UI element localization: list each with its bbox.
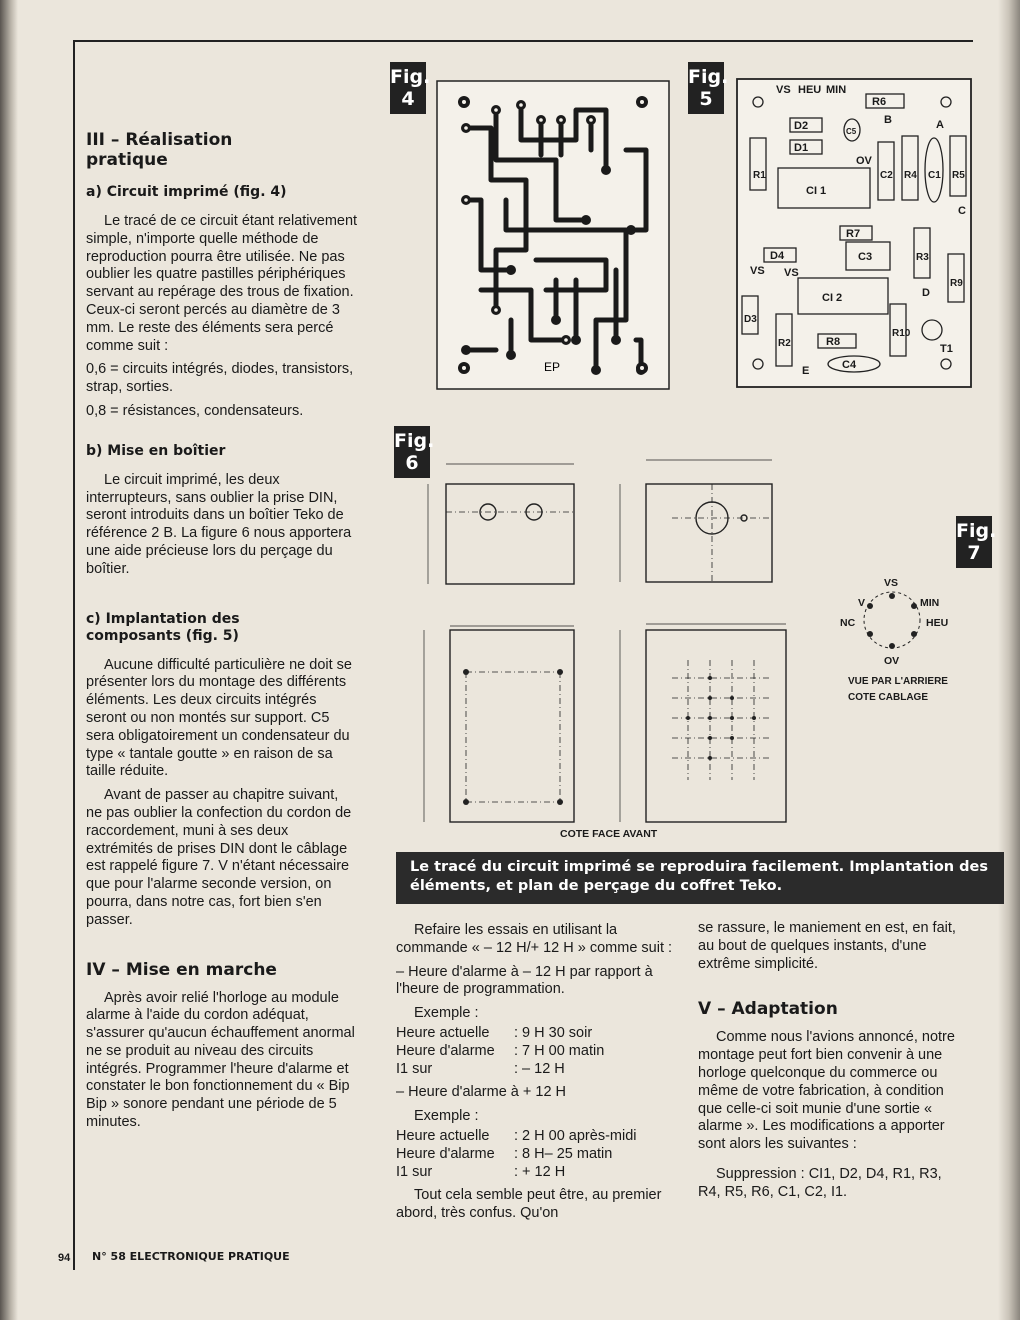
fig5-label-r10: R10 bbox=[892, 328, 911, 339]
heading-realisation: III – Réalisation pratique bbox=[86, 130, 233, 170]
paragraph-rassure: se rassure, le maniement en est, en fait, au bout de quelques instants, d'une extrême simplicité. bbox=[698, 920, 956, 972]
fig7-view-label-1: VUE PAR L'ARRIERE bbox=[848, 676, 948, 687]
fig5-label-heu: HEU bbox=[798, 84, 822, 96]
fig5-label-c4: C4 bbox=[842, 359, 857, 371]
fig5-label-ci1: CI 1 bbox=[806, 185, 827, 197]
fig5-label-c: C bbox=[958, 205, 966, 217]
fig5-label-r4: R4 bbox=[904, 170, 917, 181]
top-rule bbox=[73, 40, 973, 42]
fig7-label-v: V bbox=[858, 597, 866, 609]
example-2-row-2: Heure d'alarme : 8 H– 25 matin bbox=[396, 1145, 613, 1162]
fig5-component-layout bbox=[736, 78, 972, 388]
column-3 bbox=[698, 920, 960, 1208]
left-column-rule bbox=[73, 40, 75, 1270]
fig6-face-label: COTE FACE AVANT bbox=[560, 828, 658, 840]
fig7-label-ov: OV bbox=[884, 655, 900, 667]
page-number: 94 bbox=[58, 1252, 71, 1264]
paragraph-drill-08: 0,8 = résistances, condensateurs. bbox=[86, 402, 304, 419]
fig5-label-r8: R8 bbox=[826, 336, 841, 348]
example-1-row-3: I1 sur : – 12 H bbox=[396, 1060, 565, 1077]
fig7-label-vs: VS bbox=[884, 577, 899, 589]
fig5-label-r7: R7 bbox=[846, 228, 861, 240]
fig5-label-d1: D1 bbox=[794, 142, 809, 154]
fig5-label-r2: R2 bbox=[778, 338, 791, 349]
paragraph-boitier: Le circuit imprimé, les deux interrupteurs, sans oublier la prise DIN, seront introduits dans un boîtier Teko de référence 2 B. La figure 6 nous apportera une aide précieuse lors du perçage du boîtier. bbox=[86, 471, 352, 577]
fig7-label-heu: HEU bbox=[926, 617, 949, 629]
fig5-label-t1: T1 bbox=[940, 343, 953, 355]
magazine-footer: N° 58 ELECTRONIQUE PRATIQUE bbox=[92, 1250, 290, 1263]
fig5-label-vs-right: VS bbox=[784, 267, 799, 279]
example-label-2: Exemple : bbox=[414, 1108, 479, 1125]
paragraph-implantation: Aucune difficulté particulière ne doit se présenter lors du montage des différents éléments. Les deux circuits intégrés seront ou non montés sur support. C5 sera obligatoirement un condensateur du type « tantale goutte » en raison de sa taille réduite. bbox=[86, 656, 352, 780]
fig5-label-d: D bbox=[922, 287, 930, 299]
fig5-label-r3: R3 bbox=[916, 252, 929, 263]
paragraph-adaptation: Comme nous l'avions annoncé, notre montage peut fort bien convenir à une horloge quelconque du commerce ou même de votre fabrication, à condition que celle-ci soit munie d'une sortie « alarme ». Les modifications a apporter sont alors les suivantes : bbox=[698, 1029, 955, 1153]
heading-circuit-imprime: a) Circuit imprimé (fig. 4) bbox=[86, 184, 287, 200]
fig5-label-vs-left: VS bbox=[750, 265, 765, 277]
paragraph-mise-en-marche: Après avoir relié l'horloge au module alarme à l'aide du cordon adéquat, s'assurer qu'aucun échauffement anormal ne se produit au niveau des circuits intégrés. Programmer l'heure d'alarme et constater le bon fonctionnement du « Bip Bip » sonore pendant une période de 5 minutes. bbox=[86, 989, 355, 1131]
fig5-tag: Fig. 5 bbox=[688, 62, 724, 114]
paragraph-cordon: Avant de passer au chapitre suivant, ne pas oublier la confection du cordon de raccordement, muni à ses deux extrémités de prises DIN dont le câblage est rappelé figure 7. V n'étant nécessaire que pour l'alarme seconde version, on pourra, dans notre cas, fort bien s'en passer. bbox=[86, 787, 352, 928]
fig7-label-min: MIN bbox=[920, 597, 940, 609]
fig5-label-d4: D4 bbox=[770, 250, 785, 262]
example-2-row-3: I1 sur : + 12 H bbox=[396, 1163, 566, 1180]
column-2 bbox=[396, 922, 678, 1229]
example-2-row-1: Heure actuelle : 2 H 00 après-midi bbox=[396, 1127, 637, 1144]
example-1-row-2: Heure d'alarme : 7 H 00 matin bbox=[396, 1042, 605, 1059]
fig5-label-c1: C1 bbox=[928, 170, 941, 181]
fig5-label-vs: VS bbox=[776, 84, 791, 96]
figure-caption: Le tracé du circuit imprimé se reproduira facilement. Implantation des éléments, et plan de perçage du coffret Teko. bbox=[396, 852, 1004, 904]
fig7-tag: Fig. 7 bbox=[956, 516, 992, 568]
fig4-pcb-diagram bbox=[436, 80, 670, 390]
fig7-label-nc: NC bbox=[840, 617, 856, 629]
paragraph-alarme-plus12: – Heure d'alarme à + 12 H bbox=[396, 1084, 567, 1101]
paragraph-suppression: Suppression : CI1, D2, D4, R1, R3, R4, R5, R6, C1, C2, I1. bbox=[698, 1165, 942, 1200]
column-1 bbox=[86, 130, 358, 1138]
fig5-label-r6: R6 bbox=[872, 96, 887, 108]
fig6-drilling-plans bbox=[410, 450, 790, 850]
heading-mise-en-marche: IV – Mise en marche bbox=[86, 959, 277, 980]
fig5-label-c3: C3 bbox=[858, 251, 873, 263]
fig5-label-d3: D3 bbox=[744, 314, 757, 325]
fig5-label-c5: C5 bbox=[846, 127, 857, 136]
paragraph-circuit: Le tracé de ce circuit étant relativement simple, n'importe quelle méthode de reproduction pourra être utilisée. Ne pas oublier les quatre pastilles périphériques servant au repérage des trous de fixation. Ceux-ci seront percés au diamètre de 3 mm. Le reste des éléments sera percé comme suit : bbox=[86, 213, 358, 354]
fig4-ep-label: EP bbox=[544, 360, 561, 374]
fig5-label-min: MIN bbox=[826, 84, 847, 96]
page-right-edge bbox=[998, 0, 1020, 1320]
paragraph-essais: Refaire les essais en utilisant la commande « – 12 H/+ 12 H » comme suit : bbox=[396, 922, 673, 956]
fig5-label-r1: R1 bbox=[753, 170, 766, 181]
fig5-label-e: E bbox=[802, 365, 810, 377]
paragraph-drill-06: 0,6 = circuits intégrés, diodes, transistors, strap, sorties. bbox=[86, 361, 354, 396]
heading-adaptation: V – Adaptation bbox=[698, 999, 838, 1020]
fig5-label-ci2: CI 2 bbox=[822, 292, 843, 304]
paragraph-confus: Tout cela semble peut être, au premier abord, très confus. Qu'on bbox=[396, 1187, 662, 1222]
page-binding-shadow bbox=[0, 0, 18, 1320]
fig7-view-label-2: COTE CABLAGE bbox=[848, 692, 928, 703]
example-1-row-1: Heure actuelle : 9 H 30 soir bbox=[396, 1024, 593, 1041]
example-label-1: Exemple : bbox=[414, 1005, 479, 1022]
fig5-label-b: B bbox=[884, 114, 892, 126]
fig5-label-ov: OV bbox=[856, 155, 872, 167]
fig7-din-pinout bbox=[830, 570, 970, 710]
fig5-label-d2: D2 bbox=[794, 120, 809, 132]
fig5-label-r9: R9 bbox=[950, 278, 963, 289]
paragraph-alarme-moins12: – Heure d'alarme à – 12 H par rapport à l'heure de programmation. bbox=[396, 963, 653, 998]
fig5-label-a: A bbox=[936, 119, 944, 131]
fig6-tag: Fig. 6 bbox=[394, 426, 430, 478]
heading-implantation: c) Implantation des composants (fig. 5) bbox=[86, 610, 240, 644]
fig5-label-c2: C2 bbox=[880, 170, 893, 181]
fig4-tag: Fig. 4 bbox=[390, 62, 426, 114]
heading-mise-en-boitier: b) Mise en boîtier bbox=[86, 442, 226, 459]
fig5-label-r5: R5 bbox=[952, 170, 965, 181]
